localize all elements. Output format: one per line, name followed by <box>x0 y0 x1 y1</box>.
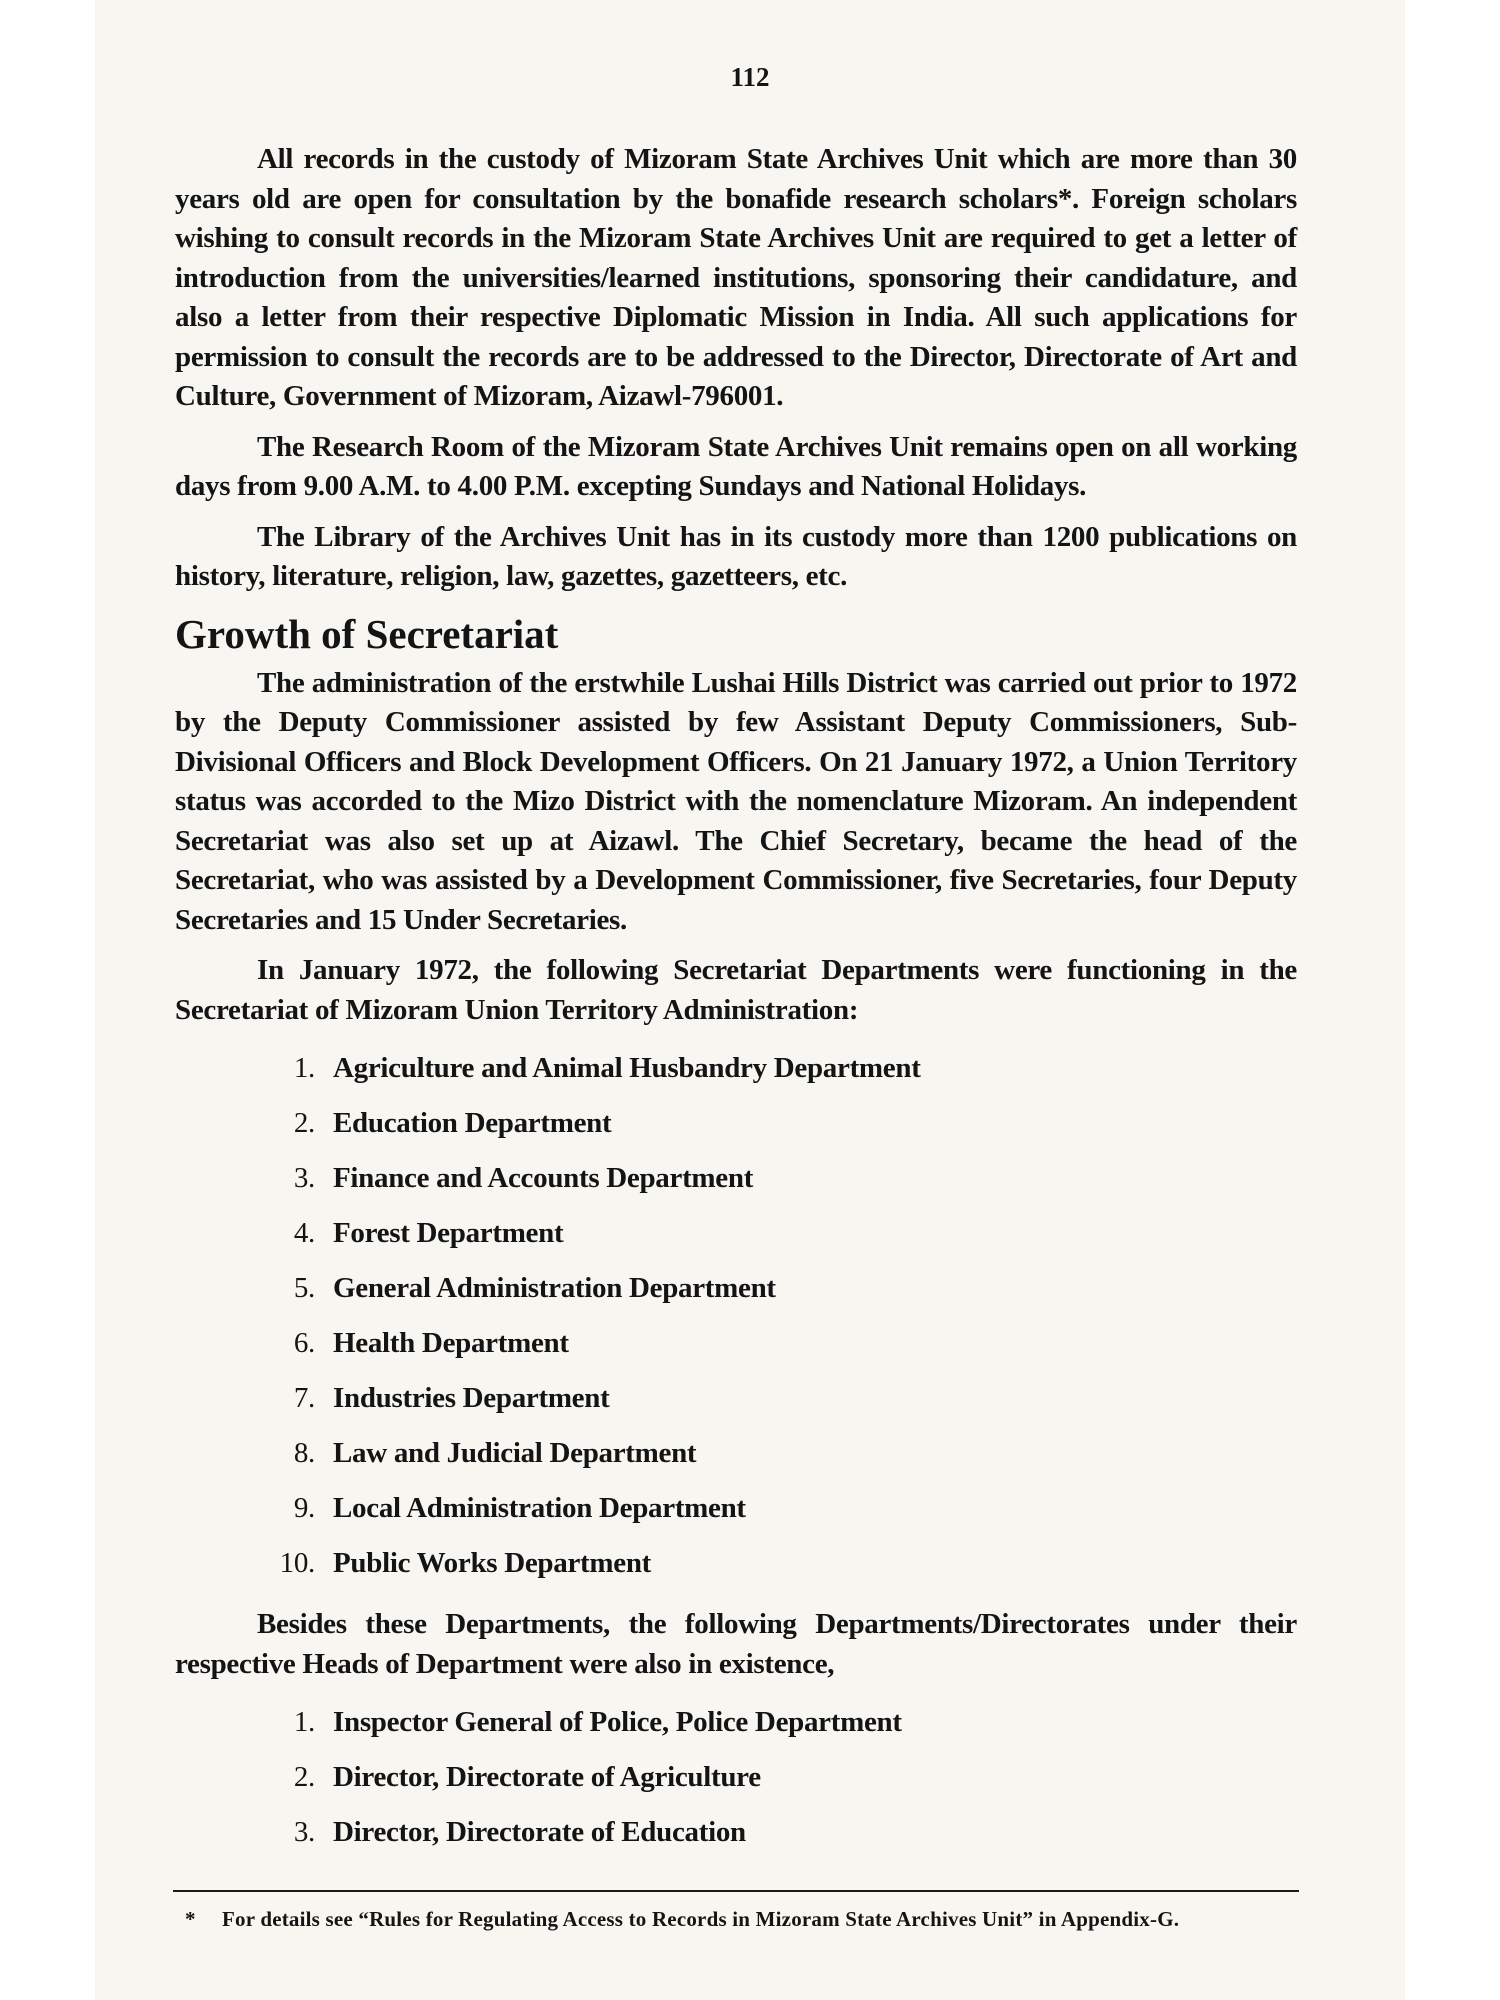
list-item-label: Agriculture and Animal Husbandry Department <box>333 1052 921 1084</box>
section-heading: Growth of Secretariat <box>175 610 559 657</box>
list-item <box>175 1695 1297 1750</box>
list-item <box>175 1481 1297 1536</box>
list-item-number: 10. <box>279 1547 315 1579</box>
list-item-number: 7. <box>293 1382 315 1414</box>
list-item <box>175 1151 1297 1206</box>
list-item-label: Director, Directorate of Agriculture <box>333 1761 761 1793</box>
list-item <box>175 1096 1297 1151</box>
document-page <box>95 0 1405 2000</box>
archives-access-paragraph: All records in the custody of Mizoram State Archives Unit which are more than 30 years old are open for consultation by the bonafide research scholars*. Foreign scholars wishing to consult records in the Mizoram State Archives Unit are required to get a letter of introduction from the universities/learned institutions, sponsoring their candidature, and also a letter from their respective Diplomatic Mission in India. All such applications for permission to consult the records are to be addressed to the Director, Directorate of Art and Culture, Government of Mizoram, Aizawl-796001. <box>175 143 1297 412</box>
list-item <box>175 1041 1297 1096</box>
list-item <box>175 1426 1297 1481</box>
list-item-number: 9. <box>293 1492 315 1524</box>
list-item-number: 3. <box>293 1816 315 1848</box>
list-item <box>175 1316 1297 1371</box>
departments-intro-paragraph: In January 1972, the following Secretariat Departments were functioning in the Secretariat of Mizoram Union Territory Administration: <box>175 954 1297 1026</box>
page-content <box>175 140 1297 1870</box>
list-item-label: Public Works Department <box>333 1547 652 1579</box>
page-number: 112 <box>730 62 770 92</box>
list-item-number: 6. <box>293 1327 315 1359</box>
list-item-label: General Administration Department <box>333 1272 776 1304</box>
secretariat-departments-list <box>175 1041 1297 1591</box>
list-item-number: 1. <box>293 1706 315 1738</box>
list-item-number: 5. <box>293 1272 315 1304</box>
list-item <box>175 1805 1297 1860</box>
list-item-number: 4. <box>293 1217 315 1249</box>
besides-paragraph: Besides these Departments, the following Departments/Directorates under their respective Heads of Department were also in existence, <box>175 1608 1297 1680</box>
library-paragraph: The Library of the Archives Unit has in its custody more than 1200 publications on history, literature, religion, law, gazettes, gazetteers, etc. <box>175 520 1297 592</box>
list-item-label: Health Department <box>333 1327 569 1359</box>
list-item <box>175 1536 1297 1591</box>
list-item <box>175 1750 1297 1805</box>
list-item-label: Local Administration Department <box>333 1492 746 1524</box>
footnote-text: For details see “Rules for Regulating Access to Records in Mizoram State Archives Unit” in Appendix-G. <box>222 1907 1180 1931</box>
research-room-paragraph: The Research Room of the Mizoram State Archives Unit remains open on all working days from 9.00 A.M. to 4.00 P.M. excepting Sundays and National Holidays. <box>175 430 1297 502</box>
list-item-number: 8. <box>293 1437 315 1469</box>
administration-paragraph: The administration of the erstwhile Lushai Hills District was carried out prior to 1972 by the Deputy Commissioner assisted by few Assistant Deputy Commissioners, Sub-Divisional Officers and Block Development Officers. On 21 January 1972, a Union Territory status was accorded to the Mizo District with the nomenclature Mizoram. An independent Secretariat was also set up at Aizawl. The Chief Secretary, became the head of the Secretariat, who was assisted by a Development Commissioner, five Secretaries, four Deputy Secretaries and 15 Under Secretaries. <box>175 666 1297 936</box>
list-item-label: Industries Department <box>333 1382 610 1414</box>
list-item-number: 2. <box>293 1761 315 1793</box>
list-item-label: Forest Department <box>333 1217 564 1249</box>
list-item-label: Law and Judicial Department <box>333 1437 697 1469</box>
list-item-label: Inspector General of Police, Police Department <box>333 1706 902 1738</box>
footnote-mark: * <box>185 1907 196 1931</box>
directorates-list <box>175 1695 1297 1860</box>
list-item <box>175 1261 1297 1316</box>
list-item-number: 3. <box>293 1162 315 1194</box>
list-item-label: Director, Directorate of Education <box>333 1816 746 1848</box>
list-item <box>175 1371 1297 1426</box>
list-item-label: Education Department <box>333 1107 612 1139</box>
list-item-number: 1. <box>293 1052 315 1084</box>
list-item <box>175 1206 1297 1261</box>
list-item-number: 2. <box>293 1107 315 1139</box>
footnote <box>185 1904 1297 1935</box>
list-item-label: Finance and Accounts Department <box>333 1162 754 1194</box>
footnote-divider <box>173 1890 1299 1892</box>
